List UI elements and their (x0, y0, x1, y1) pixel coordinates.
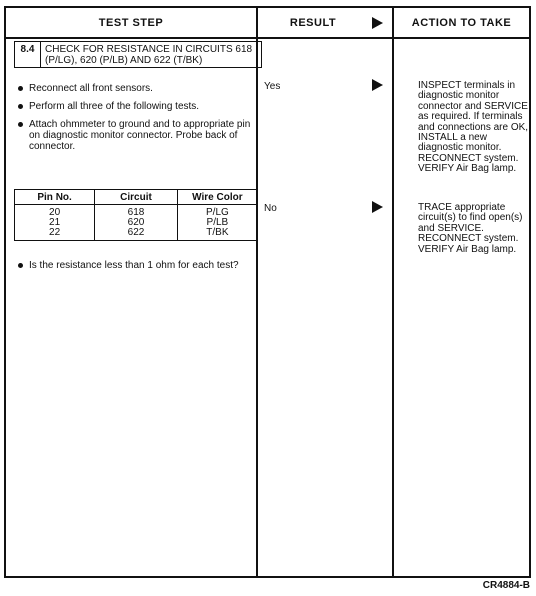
result-no: No (264, 203, 277, 214)
table-cell: T/BK (177, 228, 257, 241)
table-header-row (15, 190, 258, 205)
question-text: Is the resistance less than 1 ohm for each test? (29, 260, 239, 271)
column-divider (256, 8, 258, 576)
instruction-text: Attach ohmmeter to ground and to appropriate pin on diagnostic monitor connector. Probe back of connector. (29, 119, 251, 152)
arrow-right-icon (372, 17, 383, 29)
bullet-icon (18, 263, 23, 268)
table-cell: 20 (15, 205, 95, 219)
bullet-icon (18, 86, 23, 91)
instruction-list (16, 83, 252, 159)
header-result: RESULT (289, 17, 337, 29)
column-header-pin: Pin No. (15, 190, 95, 205)
result-yes: Yes (264, 81, 281, 92)
table-cell: P/LG (177, 205, 257, 219)
arrow-right-icon (372, 79, 383, 91)
column-divider (392, 8, 394, 576)
table-row (15, 228, 258, 241)
instruction-text: Reconnect all front sensors. (29, 83, 153, 94)
question (16, 260, 252, 271)
table-row (15, 205, 258, 219)
list-item (16, 83, 252, 94)
header-test-step: TEST STEP (98, 17, 164, 29)
list-item (16, 101, 252, 112)
step-heading (14, 41, 262, 68)
column-header-wire-color: Wire Color (177, 190, 257, 205)
action-yes: INSPECT terminals in diagnostic monitor connector and SERVICE as required. If terminals and connections are OK, INSTALL a new diagnostic monitor. RECONNECT system. VERIFY Air Bag lamp. (418, 80, 529, 175)
instruction-text: Perform all three of the following tests. (29, 101, 200, 112)
figure-code: CR4884-B (482, 580, 530, 591)
action-no: TRACE appropriate circuit(s) to find open(s) and SERVICE. RECONNECT system. VERIFY Air Bag lamp. (418, 202, 523, 255)
column-header-circuit: Circuit (95, 190, 178, 205)
header-action: ACTION TO TAKE (411, 17, 512, 29)
bullet-icon (18, 104, 23, 109)
list-item (16, 119, 252, 152)
arrow-right-icon (372, 201, 383, 213)
table-cell: 618 (95, 205, 178, 219)
test-step-table (4, 6, 531, 578)
table-cell: 622 (95, 228, 178, 241)
step-title: CHECK FOR RESISTANCE IN CIRCUITS 618 (P/LG), 620 (P/LB) AND 622 (T/BK) (45, 44, 253, 66)
pin-table (14, 189, 258, 241)
table-cell: 21 (15, 218, 95, 228)
table-cell: 620 (95, 218, 178, 228)
table-cell: P/LB (177, 218, 257, 228)
table-cell: 22 (15, 228, 95, 241)
bullet-icon (18, 122, 23, 127)
step-number: 8.4 (15, 42, 41, 67)
